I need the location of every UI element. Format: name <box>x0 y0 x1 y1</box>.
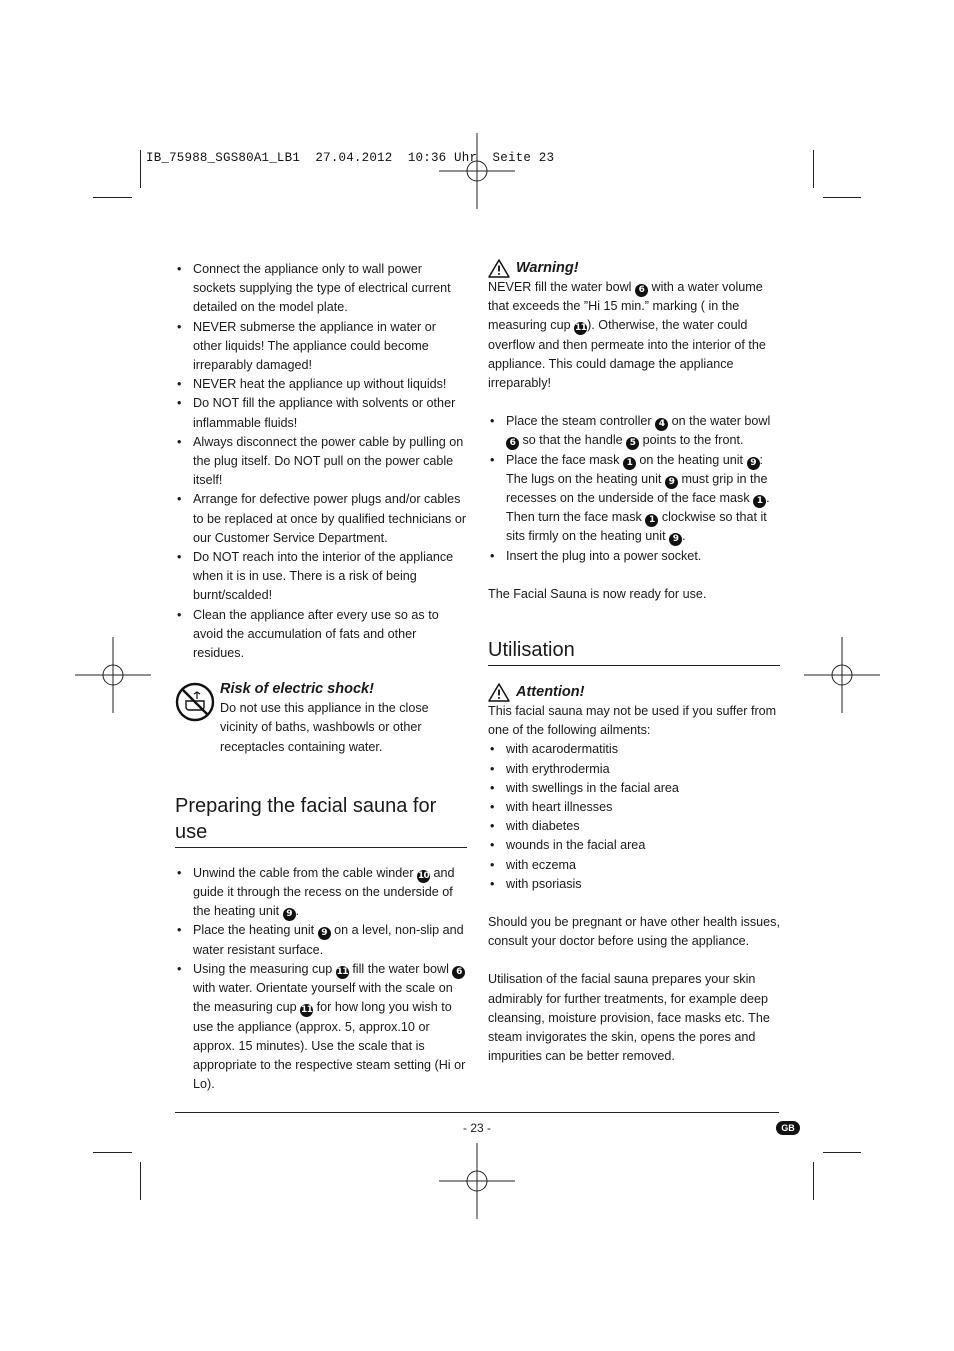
list-item: • Insert the plug into a power socket. <box>488 547 780 566</box>
part-number-badge: 6 <box>635 284 648 297</box>
list-item: • with psoriasis <box>488 875 780 894</box>
part-number-badge: 5 <box>626 437 639 450</box>
registration-mark-left <box>75 637 151 713</box>
page-number: - 23 - <box>462 1121 491 1135</box>
pregnancy-note: Should you be pregnant or have other health issues, consult your doctor before using the appliance. <box>488 915 780 949</box>
shock-text: Do not use this appliance in the close vicinity of baths, washbowls or other receptacles containing water. <box>220 701 429 754</box>
crop-mark <box>140 1162 141 1200</box>
assembly-steps-list <box>488 412 780 566</box>
list-item: • Place the heating unit 9 on a level, non-slip and water resistant surface. <box>175 921 467 959</box>
part-number-badge: 6 <box>452 966 465 979</box>
warning-triangle-icon <box>488 259 510 278</box>
list-item: • with erythrodermia <box>488 760 780 779</box>
part-number-badge: 1 <box>753 495 766 508</box>
registration-mark-top <box>439 133 515 209</box>
left-column <box>175 260 467 1094</box>
registration-mark-right <box>804 637 880 713</box>
list-item: • Clean the appliance after every use so as to avoid the accumulation of fats and other residues. <box>175 606 467 664</box>
attention-intro: This facial sauna may not be used if you suffer from one of the following ailments: <box>488 704 777 738</box>
shock-title: Risk of electric shock! <box>220 681 374 698</box>
part-number-badge: 1 <box>645 514 658 527</box>
attention-title: Attention! <box>516 684 585 701</box>
part-number-badge: 9 <box>669 533 682 546</box>
crop-mark <box>813 150 814 188</box>
part-number-badge: 6 <box>506 437 519 450</box>
ailments-list <box>488 740 780 894</box>
list-item: • Place the steam controller 4 on the water bowl 6 so that the handle 5 points to the front. <box>488 412 780 450</box>
list-item: • NEVER submerse the appliance in water or other liquids! The appliance could become irreparably damaged! <box>175 318 467 376</box>
list-item: • with heart illnesses <box>488 798 780 817</box>
list-item: • Arrange for defective power plugs and/or cables to be replaced at once by qualified technicians or our Customer Service Department. <box>175 490 467 548</box>
part-number-badge: 10 <box>417 870 430 881</box>
part-number-badge: 1 <box>623 457 636 470</box>
warning-triangle-icon <box>488 683 510 702</box>
language-badge: GB <box>776 1121 800 1135</box>
part-number-badge: 4 <box>655 418 668 431</box>
warning-header <box>488 258 780 278</box>
list-item: • NEVER heat the appliance up without liquids! <box>175 375 467 394</box>
attention-header <box>488 682 780 702</box>
part-number-badge: 9 <box>283 908 296 921</box>
benefits-paragraph: Utilisation of the facial sauna prepares your skin admirably for further treatments, for example deep cleansing, moisture provision, face masks etc. The steam invigorates the skin, opens the pores and impurities can be better removed. <box>488 972 770 1064</box>
preparation-list <box>175 864 467 1094</box>
part-number-badge: 11 <box>300 1005 313 1016</box>
list-item: • Do NOT fill the appliance with solvents or other inflammable fluids! <box>175 394 467 432</box>
crop-mark <box>140 150 141 188</box>
electric-shock-note <box>175 679 467 757</box>
warning-title: Warning! <box>516 260 579 276</box>
list-item: • wounds in the facial area <box>488 836 780 855</box>
list-item: • with diabetes <box>488 817 780 836</box>
part-number-badge: 11 <box>336 966 348 977</box>
list-item: • with eczema <box>488 856 780 875</box>
safety-list <box>175 260 467 663</box>
right-column <box>488 258 780 1067</box>
section-heading-utilisation: Utilisation <box>488 637 780 666</box>
ready-text: The Facial Sauna is now ready for use. <box>488 586 707 601</box>
list-item: • Connect the appliance only to wall power sockets supplying the type of electrical current detailed on the model plate. <box>175 260 467 318</box>
list-item: • Place the face mask 1 on the heating unit 9 : The lugs on the heating unit 9 must grip in the recesses on the underside of the face mask 1 . Then turn the face mask 1 clockwise so that it sits firmly on the heating unit 9 . <box>488 451 780 547</box>
list-item: • Unwind the cable from the cable winder 10 and guide it through the recess on the underside of the heating unit 9 . <box>175 864 467 922</box>
list-item: • Using the measuring cup 11 fill the water bowl 6 with water. Orientate yourself with the scale on the measuring cup 11 for how long you wish to use the appliance (approx. 5, approx.10 or approx. 15 minutes). Use the scale that is appropriate to the respective steam setting (Hi or Lo). <box>175 960 467 1094</box>
crop-mark <box>93 1152 132 1153</box>
crop-mark <box>93 197 132 198</box>
crop-mark <box>813 1162 814 1200</box>
list-item: • Always disconnect the power cable by pulling on the plug itself. Do NOT pull on the power cable itself! <box>175 433 467 491</box>
section-heading-preparing: Preparing the facial sauna for use <box>175 793 467 848</box>
crop-mark <box>823 197 861 198</box>
list-item: • with swellings in the facial area <box>488 779 780 798</box>
part-number-badge: 9 <box>747 457 760 470</box>
footer-divider <box>175 1112 779 1113</box>
crop-mark <box>823 1152 861 1153</box>
no-water-near-appliance-icon <box>175 682 215 722</box>
warning-text: NEVER fill the water bowl 6 with a water volume that exceeds the ”Hi 15 min.” marking ( in the measuring cup 11). Otherwise, the water could overflow and then permeate into the interior of the appliance. This could damage the appliance irreparably! <box>488 280 766 391</box>
list-item: • with acarodermatitis <box>488 740 780 759</box>
list-item: • Do NOT reach into the interior of the appliance when it is in use. There is a risk of being burnt/scalded! <box>175 548 467 606</box>
registration-mark-bottom <box>439 1143 515 1219</box>
print-slug: IB_75988_SGS80A1_LB1 27.04.2012 10:36 Uhr Seite 23 <box>146 151 555 165</box>
part-number-badge: 9 <box>665 476 678 489</box>
part-number-badge: 11 <box>574 323 587 334</box>
part-number-badge: 9 <box>318 927 331 940</box>
